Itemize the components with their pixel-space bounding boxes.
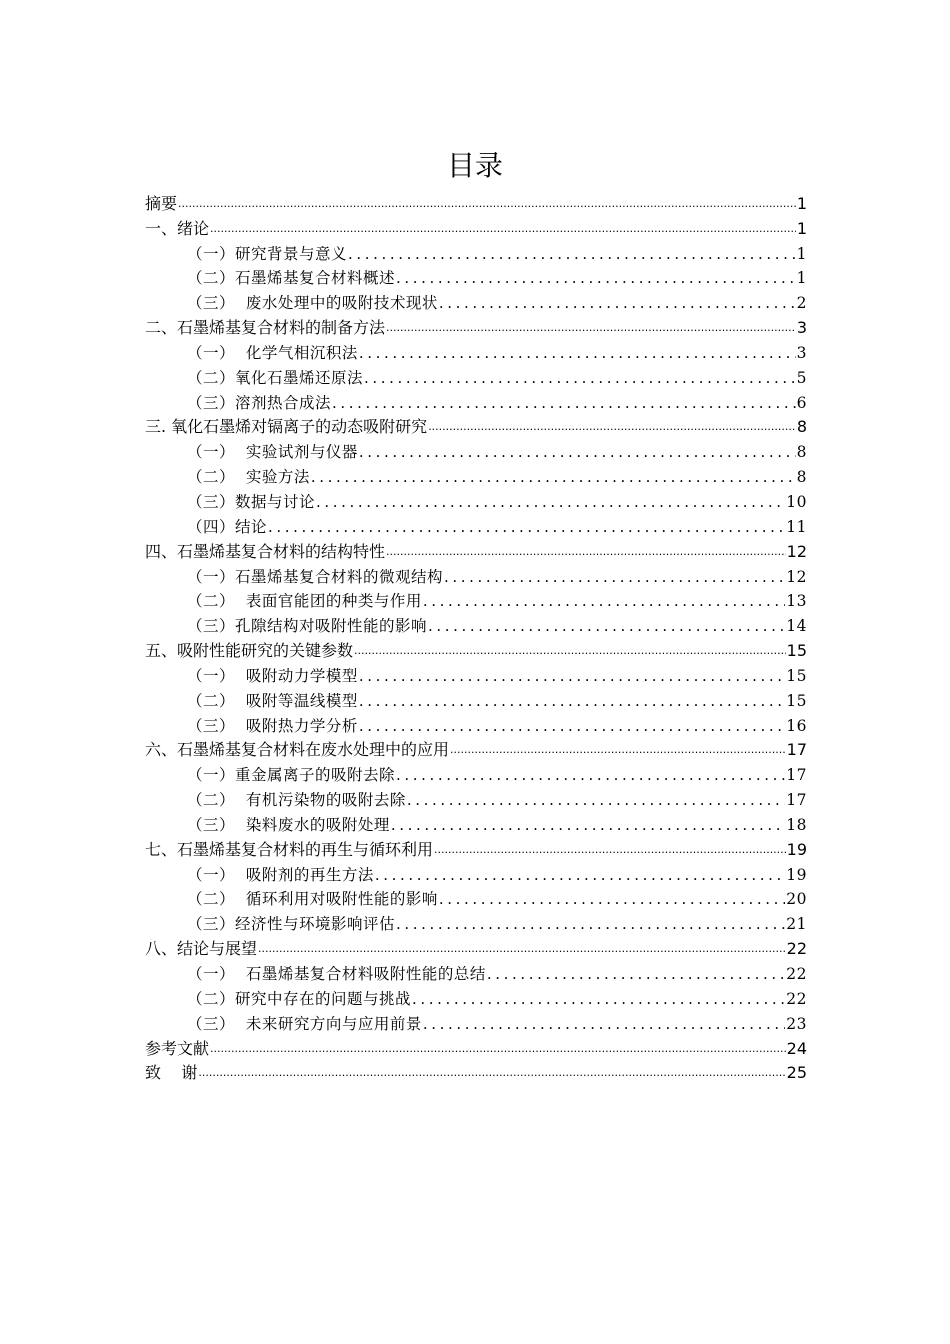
toc-page-number: 8 (796, 468, 807, 487)
toc-page-number: 21 (786, 915, 807, 934)
toc-page-number: 3 (796, 343, 807, 362)
toc-entry-title: （一） 吸附动力学模型 (187, 666, 358, 685)
toc-page-number: 17 (786, 766, 807, 785)
toc-entry-section[interactable] (145, 811, 807, 836)
toc-page-number: 15 (786, 641, 807, 661)
toc-page-number: 1 (796, 269, 807, 288)
toc-entry-section[interactable] (145, 761, 807, 786)
toc-leader-dots (423, 1013, 785, 1035)
toc-entry-title: （二） 实验方法 (187, 468, 310, 487)
toc-entry-section[interactable] (145, 265, 807, 290)
toc-entry-section[interactable] (145, 463, 807, 488)
toc-page-number: 22 (786, 989, 807, 1008)
toc-leader-dots (386, 317, 796, 339)
toc-entry-section[interactable] (145, 910, 807, 935)
toc-page-number: 6 (796, 393, 807, 412)
toc-leader-dots (359, 342, 796, 364)
toc-leader-dots (198, 1062, 785, 1084)
toc-entry-title: 致 谢 (145, 1063, 198, 1083)
toc-page-number: 10 (786, 492, 807, 511)
toc-page-number: 20 (786, 890, 807, 909)
toc-leader-dots (487, 963, 785, 985)
toc-page-number: 16 (786, 716, 807, 735)
toc-entry-title: （三） 废水处理中的吸附技术现状 (187, 294, 438, 313)
toc-entry-title: （一） 吸附剂的再生方法 (187, 865, 374, 884)
toc-leader-dots (386, 541, 786, 563)
toc-entry-section[interactable] (145, 289, 807, 314)
toc-leader-dots (407, 789, 785, 811)
toc-entry-title: （二） 有机污染物的吸附去除 (187, 791, 406, 810)
toc-entry-title: 六、石墨烯基复合材料在废水处理中的应用 (145, 740, 450, 760)
toc-entry-chapter[interactable] (145, 414, 807, 439)
toc-leader-dots (268, 516, 785, 538)
toc-page-number: 12 (786, 567, 807, 586)
toc-page-number: 22 (786, 965, 807, 983)
toc-entry-section[interactable] (145, 563, 807, 588)
toc-leader-dots (210, 1038, 786, 1060)
toc-page-number: 8 (796, 443, 807, 462)
toc-entry-title: 一、绪论 (145, 218, 210, 238)
toc-page-number: 24 (786, 1038, 807, 1058)
toc-page-number: 15 (786, 666, 807, 685)
toc-page-number: 23 (786, 1014, 807, 1033)
toc-entry-title: 二、石墨烯基复合材料的制备方法 (145, 318, 386, 338)
toc-entry-section[interactable] (145, 339, 807, 364)
toc-entry-title: （三）溶剂热合成法 (187, 393, 332, 412)
toc-entry-title: （三）孔隙结构对吸附性能的影响 (187, 617, 428, 636)
toc-page-number: 12 (786, 541, 807, 561)
toc-leader-dots (375, 864, 785, 886)
toc-entry-title: 参考文献 (145, 1038, 210, 1058)
toc-entry-section[interactable] (145, 712, 807, 737)
toc-entry-section[interactable] (145, 240, 807, 265)
toc-entry-section[interactable] (145, 389, 807, 414)
toc-entry-title: （一） 石墨烯基复合材料吸附性能的总结 (187, 965, 486, 983)
toc-page-number: 8 (796, 417, 807, 437)
toc-leader-dots (434, 839, 786, 861)
toc-entry-section[interactable] (145, 662, 807, 687)
toc-leader-dots (439, 888, 785, 910)
toc-leader-dots (332, 392, 796, 414)
toc-page-number: 19 (786, 839, 807, 859)
toc-entry-section[interactable] (145, 612, 807, 637)
toc-entry-title: 五、吸附性能研究的关键参数 (145, 641, 354, 661)
toc-entry-title: （三）经济性与环境影响评估 (187, 915, 396, 934)
toc-entry-section[interactable] (145, 1010, 807, 1035)
toc-entry-section[interactable] (145, 985, 807, 1010)
toc-entry-title: 七、石墨烯基复合材料的再生与循环利用 (145, 839, 434, 859)
toc-page-number: 14 (786, 617, 807, 636)
toc-leader-dots (359, 665, 785, 687)
toc-entry-section[interactable] (145, 488, 807, 513)
toc-leader-dots (428, 416, 796, 438)
toc-page-number: 18 (786, 815, 807, 834)
toc-entry-chapter[interactable] (145, 836, 807, 861)
toc-entry-chapter[interactable] (145, 190, 807, 215)
toc-entry-chapter[interactable] (145, 637, 807, 662)
toc-entry-title: （一） 实验试剂与仪器 (187, 443, 358, 462)
toc-entry-title: （四）结论 (187, 517, 268, 536)
toc-entry-section[interactable] (145, 861, 807, 886)
page-title: 目录 (446, 149, 503, 182)
toc-page-number: 1 (796, 218, 807, 238)
toc-leader-dots (391, 814, 785, 836)
toc-leader-dots (364, 367, 796, 389)
toc-leader-dots (359, 441, 796, 463)
toc-leader-dots (439, 292, 796, 314)
toc-entry-chapter[interactable] (145, 935, 807, 960)
toc-entry-title: （三）数据与讨论 (187, 492, 316, 511)
toc-entry-section[interactable] (145, 786, 807, 811)
toc-page-number: 17 (786, 791, 807, 810)
toc-leader-dots (311, 466, 796, 488)
toc-leader-dots (396, 913, 785, 935)
toc-entry-title: （一）石墨烯基复合材料的微观结构 (187, 567, 444, 586)
toc-entry-title: （一）研究背景与意义 (187, 244, 348, 263)
toc-leader-dots (396, 764, 785, 786)
toc-page-number: 25 (786, 1063, 807, 1083)
toc-leader-dots (210, 218, 796, 240)
toc-entry-chapter[interactable] (145, 1060, 807, 1085)
toc-page-number: 5 (796, 368, 807, 387)
toc-entry-section[interactable] (145, 960, 807, 985)
toc-page-number: 1 (796, 193, 807, 213)
toc-page-number: 1 (796, 244, 807, 263)
toc-entry-title: （二） 表面官能团的种类与作用 (187, 592, 422, 611)
toc-entry-section[interactable] (145, 886, 807, 911)
toc-entry-title: （三） 染料废水的吸附处理 (187, 815, 390, 834)
toc-entry-section[interactable] (145, 364, 807, 389)
toc-entry-chapter[interactable] (145, 314, 807, 339)
toc-leader-dots (428, 615, 785, 637)
toc-page-number: 3 (796, 318, 807, 338)
toc-leader-dots (348, 243, 796, 265)
toc-leader-dots (359, 715, 785, 737)
toc-page-number: 2 (796, 294, 807, 313)
toc-leader-dots (412, 988, 785, 1010)
toc-leader-dots (359, 690, 785, 712)
toc-page-number: 15 (786, 691, 807, 710)
toc-entry-chapter[interactable] (145, 1035, 807, 1060)
toc-leader-dots (316, 491, 785, 513)
toc-page-number: 22 (786, 939, 807, 959)
toc-entry-section[interactable] (145, 438, 807, 463)
toc-leader-dots (450, 739, 786, 761)
toc-entry-section[interactable] (145, 513, 807, 538)
table-of-contents (145, 190, 807, 1084)
toc-leader-dots (354, 640, 786, 662)
toc-page-number: 13 (786, 592, 807, 611)
toc-entry-title: （二）氧化石墨烯还原法 (187, 368, 364, 387)
toc-entry-title: （二）石墨烯基复合材料概述 (187, 269, 396, 288)
toc-entry-title: 摘要 (145, 193, 178, 213)
toc-entry-title: （三） 未来研究方向与应用前景 (187, 1014, 422, 1033)
toc-page-number: 19 (786, 865, 807, 884)
toc-entry-title: （二） 循环利用对吸附性能的影响 (187, 890, 438, 909)
toc-page-number: 11 (786, 517, 807, 536)
toc-entry-chapter[interactable] (145, 215, 807, 240)
toc-entry-chapter[interactable] (145, 737, 807, 762)
toc-entry-title: （三） 吸附热力学分析 (187, 716, 358, 735)
toc-leader-dots (444, 566, 785, 588)
toc-entry-title: （一）重金属离子的吸附去除 (187, 766, 396, 785)
toc-leader-dots (396, 267, 796, 289)
toc-entry-chapter[interactable] (145, 538, 807, 563)
toc-entry-title: 四、石墨烯基复合材料的结构特性 (145, 541, 386, 561)
toc-leader-dots (258, 938, 786, 960)
toc-entry-title: （二）研究中存在的问题与挑战 (187, 989, 412, 1008)
toc-entry-title: （一） 化学气相沉积法 (187, 343, 358, 362)
toc-leader-dots (178, 193, 796, 215)
toc-entry-section[interactable] (145, 588, 807, 613)
toc-entry-title: 八、结论与展望 (145, 939, 258, 959)
toc-entry-title: （二） 吸附等温线模型 (187, 691, 358, 710)
toc-entry-title: 三. 氧化石墨烯对镉离子的动态吸附研究 (145, 417, 428, 437)
toc-entry-section[interactable] (145, 687, 807, 712)
toc-leader-dots (423, 590, 785, 612)
toc-page-number: 17 (786, 740, 807, 760)
